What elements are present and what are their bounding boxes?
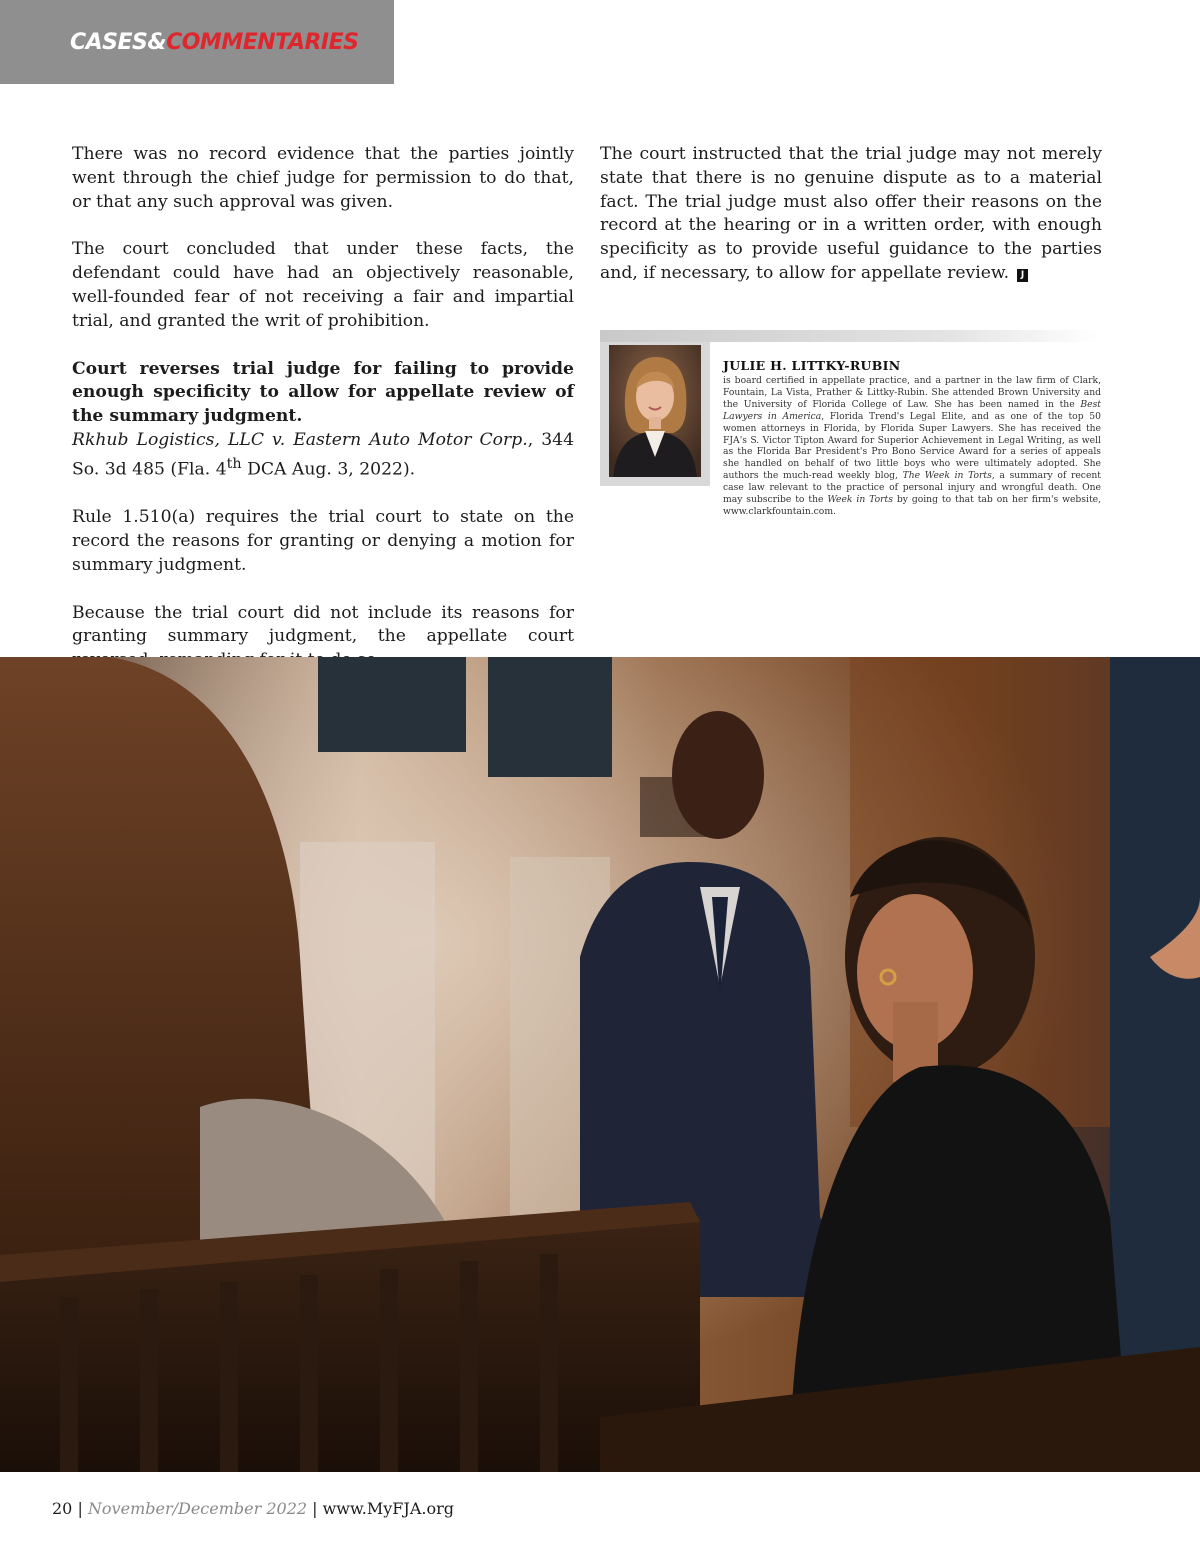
bio-text-italic: The Week in Torts: [902, 470, 992, 482]
case-citation-sup: th: [226, 455, 242, 472]
page-footer: [52, 1499, 454, 1518]
issue-date: November/December 2022: [87, 1499, 308, 1518]
case-citation: , 344 So. 3d 485 (Fla. 4: [72, 429, 575, 480]
bio-text-segment: , a summary of recent case law relevant to the practice of personal injury and wrongful death. One may subscribe to the: [723, 470, 1101, 506]
paragraph: There was no record evidence that the parties jointly went through the chief judge for permission to do that, or that any such approval was given.: [72, 144, 574, 212]
author-bio: [600, 330, 1101, 517]
paragraph: Because the trial court did not include its reasons for granting summary judgment, the appellate court: [72, 602, 574, 647]
footer-separator: |: [72, 1499, 88, 1518]
section-title-part2: COMMENTARIES: [166, 30, 359, 55]
page-number: 20: [52, 1499, 73, 1518]
case-entry: [72, 358, 574, 483]
author-name: JULIE H. LITTKY-RUBIN: [723, 358, 901, 373]
paragraph: [600, 143, 1102, 286]
bio-text-segment: by going to that tab on her firm's website, www.clarkfountain.com.: [723, 494, 1101, 517]
end-mark-icon: J: [1017, 269, 1028, 282]
author-photo-frame: [600, 342, 710, 486]
paragraph: The court concluded that under these facts, the defendant could have had an objectively reasonable, well-founded fear of not receiving a fair and impartial trial, and granted the writ of prohibition.: [72, 239, 574, 331]
courtroom-photo: [0, 657, 1200, 1472]
paragraph: Rule 1.510(a) requires the trial court to state on the record the reasons for granting or denying a motion for summary judgment.: [72, 507, 574, 575]
case-citation-end: DCA Aug. 3, 2022).: [241, 459, 416, 480]
author-bio-text: [723, 375, 1101, 518]
bio-text-segment: , Florida Trend's Legal Elite, and as one of the top 50 women attorneys in Florida, by Florida Super Lawyers. She has received the FJA's S. Victor Tipton Award for Superior Achievement in Legal Writing, as well as the Florida Bar President's Pro Bono Service Award for a series of appeals she handled on behalf of two little boys who were ultimately adopted. She authors the much-read weekly blog,: [723, 410, 1101, 482]
author-photo: [609, 345, 701, 477]
case-heading: Court reverses trial judge for failing to provide enough specificity to allow for appellate review of the summary judgment.: [72, 358, 574, 427]
left-column: [72, 143, 574, 697]
paragraph-text: The court instructed that the trial judge may not merely state that there is no genuine dispute as to a material fact. The trial judge must also offer their reasons on the record at the hearing or in a written order, with enough specificity as to provide useful guidance to the parties and, if necessary, to allow for appellate review.: [600, 144, 1102, 283]
section-title: [70, 30, 358, 55]
bio-rule: [600, 330, 1100, 342]
footer-separator: |: [307, 1499, 323, 1518]
bio-text-italic: Best Lawyers in America: [723, 398, 1101, 422]
bio-text-italic: Week in Torts: [827, 494, 893, 506]
website-link[interactable]: www.MyFJA.org: [322, 1499, 454, 1518]
bio-text-segment: is board certified in appellate practice, and a partner in the law firm of Clark, Fountain, La Vista, Prather & Littky-Rubin. She attended Brown University and the University of Florida College of Law. She has been named in the: [723, 375, 1101, 410]
case-name: Rkhub Logistics, LLC v. Eastern Auto Motor Corp.: [72, 429, 528, 450]
right-column: [600, 143, 1102, 310]
section-title-part1: CASES&: [70, 30, 167, 55]
